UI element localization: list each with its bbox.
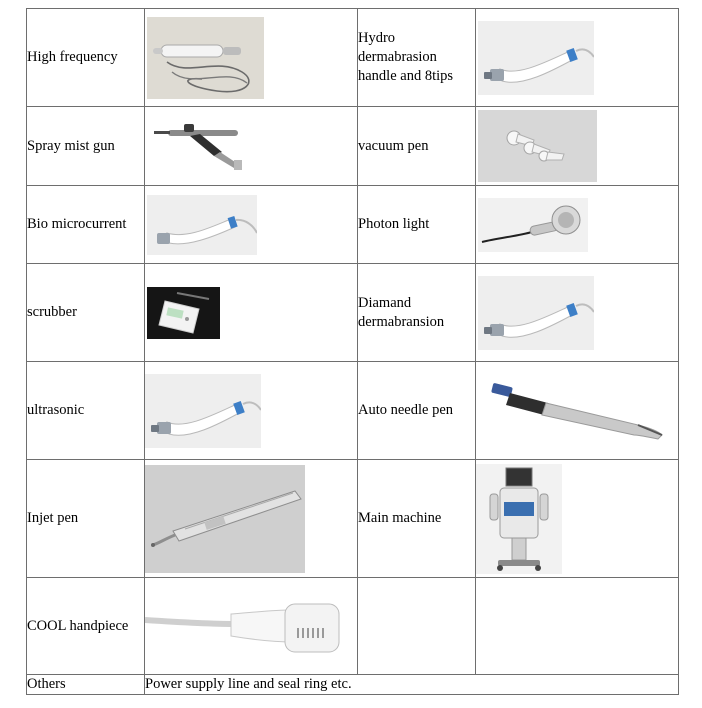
table-row: [27, 362, 679, 460]
part-label-diamond-dermabrasion: Diamand dermabransion: [358, 264, 476, 362]
part-label-cool-handpiece: COOL handpiece: [27, 578, 145, 675]
part-image-cell: [476, 460, 679, 578]
table-row: [27, 107, 679, 186]
table-row: [27, 578, 679, 675]
hydro-dermabrasion-handle-photo: [478, 21, 594, 95]
part-label-hydro-dermabrasion: Hydro dermabrasion handle and 8tips: [358, 9, 476, 107]
part-image-cell: [476, 9, 679, 107]
part-label-spray-mist-gun: Spray mist gun: [27, 107, 145, 186]
part-label-ultrasonic: ultrasonic: [27, 362, 145, 460]
ultrasonic-handle-photo: [145, 374, 261, 448]
cool-handpiece-photo: [145, 584, 341, 668]
auto-needle-pen-photo: [488, 381, 674, 441]
diamond-dermabrasion-handle-photo: [478, 276, 594, 350]
part-label-scrubber: scrubber: [27, 264, 145, 362]
part-image-cell: [476, 107, 679, 186]
table-row: [27, 9, 679, 107]
others-label: Others: [27, 675, 145, 695]
empty-cell: [476, 578, 679, 675]
part-label-main-machine: Main machine: [358, 460, 476, 578]
part-label-high-frequency: High frequency: [27, 9, 145, 107]
part-label-vacuum-pen: vacuum pen: [358, 107, 476, 186]
part-image-cell: [476, 362, 679, 460]
main-machine-photo: [476, 464, 562, 574]
bio-microcurrent-handle-photo: [147, 195, 257, 255]
table-row: [27, 460, 679, 578]
part-image-cell: [145, 264, 358, 362]
part-label-auto-needle-pen: Auto needle pen: [358, 362, 476, 460]
part-image-cell: [476, 264, 679, 362]
part-image-cell: [145, 362, 358, 460]
part-label-bio-microcurrent: Bio microcurrent: [27, 186, 145, 264]
spray-mist-gun-photo: [154, 116, 254, 176]
part-image-cell: [145, 460, 358, 578]
injet-pen-photo: [145, 465, 305, 573]
parts-table: [26, 8, 679, 695]
table-row: [27, 264, 679, 362]
part-image-cell: [145, 107, 358, 186]
part-image-cell: [145, 9, 358, 107]
part-label-injet-pen: Injet pen: [27, 460, 145, 578]
photon-light-handle-photo: [478, 198, 588, 252]
table-row: [27, 675, 679, 695]
part-image-cell: [145, 578, 358, 675]
vacuum-pen-tips-photo: [478, 110, 597, 182]
empty-cell: [358, 578, 476, 675]
part-image-cell: [476, 186, 679, 264]
part-label-photon-light: Photon light: [358, 186, 476, 264]
table-row: [27, 186, 679, 264]
scrubber-photo: [147, 287, 220, 339]
others-description: Power supply line and seal ring etc.: [145, 675, 679, 695]
part-image-cell: [145, 186, 358, 264]
high-frequency-wand-photo: [147, 17, 264, 99]
